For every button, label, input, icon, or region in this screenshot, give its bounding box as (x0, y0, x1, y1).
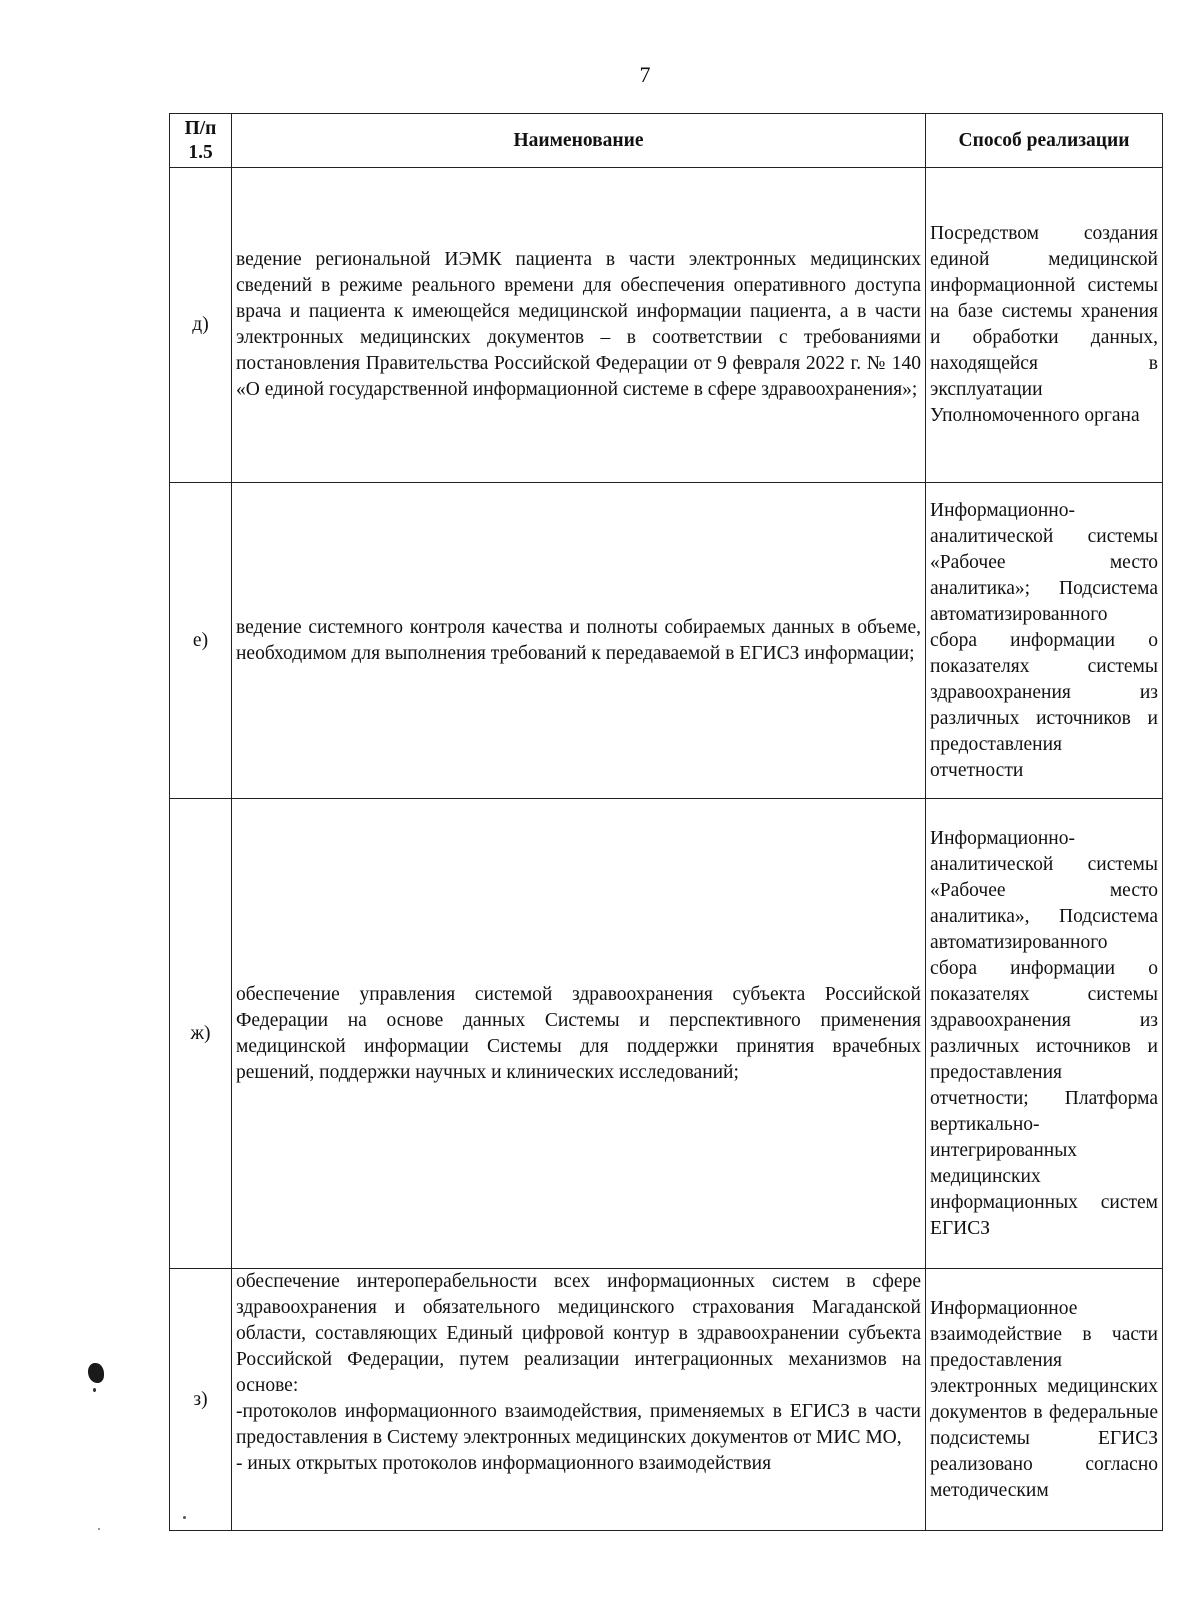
row-description-text: обеспечение интероперабельности всех информационных систем в сфере здравоохранения и обязательного медицинского страхования Магаданской области, составляющих Единый цифровой контур в здравоохранении субъекта Российской Федерации, путем реализации интеграционных механизмов на основе: (236, 1271, 921, 1396)
row-method: Посредством создания единой медицинской информационной системы на базе системы хранения и обработки данных, находящейся в эксплуатации Уполномоченного органа (926, 168, 1163, 483)
row-description (232, 168, 926, 483)
row-method: Информационное взаимодействие в части предоставления электронных медицинских документов в федеральные подсистемы ЕГИСЗ реализовано согласно методическим (926, 1269, 1163, 1531)
row-description-text: - иных открытых протоколов информационного взаимодействия (236, 1453, 772, 1474)
row-description (232, 799, 926, 1269)
row-description (232, 1269, 926, 1531)
header-number-section: 1.5 (188, 141, 213, 163)
row-number: ж) (170, 799, 232, 1269)
header-name: Наименование (232, 114, 926, 168)
row-number: з) (170, 1269, 232, 1531)
table-header-row (170, 114, 1163, 168)
table-row (170, 168, 1163, 483)
implementation-table (169, 113, 1163, 1531)
table-row (170, 1269, 1163, 1531)
scan-speck (98, 1528, 100, 1530)
header-method: Способ реализации (926, 114, 1163, 168)
row-number: д) (170, 168, 232, 483)
row-description-text: -протоколов информационного взаимодействия, применяемых в ЕГИСЗ в части предоставления в Систему электронных медицинских документов от МИС МО, (236, 1401, 921, 1448)
table-row (170, 483, 1163, 799)
scan-ink-blot (88, 1363, 104, 1383)
row-description-text: ведение региональной ИЭМК пациента в части электронных медицинских сведений в режиме реального времени для обеспечения оперативного доступа врача и пациента к имеющейся медицинской информации пациента, а в части электронных медицинских документов – в соответствии с требованиями постановления Правительства Российской Федерации от 9 февраля 2022 г. № 140 «О единой государственной информационной системе в сфере здравоохранения»; (236, 249, 921, 400)
page-number: 7 (639, 62, 651, 87)
header-number-label: П/п (184, 117, 217, 139)
row-number: е) (170, 483, 232, 799)
row-description (232, 483, 926, 799)
scan-speck (93, 1388, 96, 1392)
table-row (170, 799, 1163, 1269)
row-description-text: ведение системного контроля качества и полноты собираемых данных в объеме, необходимом для выполнения требований к передаваемой в ЕГИСЗ информации; (236, 616, 921, 664)
row-description-text: обеспечение управления системой здравоохранения субъекта Российской Федерации на основе данных Системы и перспективного применения медицинской информации Системы для поддержки принятия врачебных решений, поддержки научных и клинических исследований; (236, 983, 921, 1083)
header-number (170, 114, 232, 168)
scan-speck (183, 1516, 186, 1519)
row-method: Информационно-аналитической системы «Рабочее место аналитика»; Подсистема автоматизированного сбора информации о показателях системы здравоохранения из различных источников и предоставления отчетности (926, 483, 1163, 799)
row-method: Информационно-аналитической системы «Рабочее место аналитика», Подсистема автоматизированного сбора информации о показателях системы здравоохранения из различных источников и предоставления отчетности; Платформа вертикально-интегрированных медицинских информационных систем ЕГИСЗ (926, 799, 1163, 1269)
